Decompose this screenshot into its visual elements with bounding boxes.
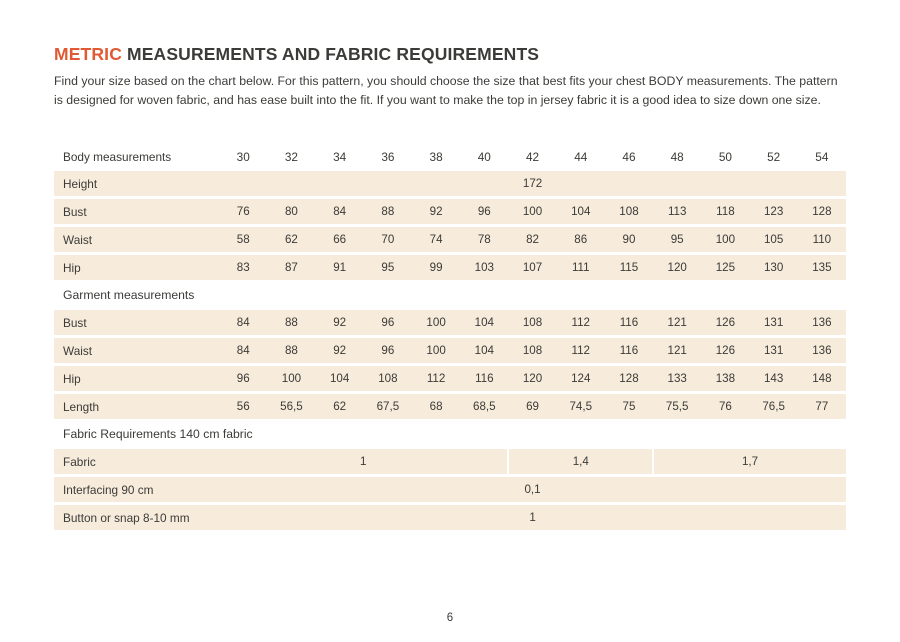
cell: 96 — [219, 366, 267, 391]
cell: 111 — [557, 255, 605, 280]
row-label: Button or snap 8-10 mm — [54, 505, 219, 530]
table-row — [54, 394, 846, 419]
row-label: Interfacing 90 cm — [54, 477, 219, 502]
cell: 88 — [267, 310, 315, 335]
cell: 148 — [798, 366, 846, 391]
cell: 84 — [219, 338, 267, 363]
size-header-cell: 50 — [701, 143, 749, 171]
page-title — [54, 44, 846, 66]
cell: 92 — [316, 338, 364, 363]
cell: 95 — [364, 255, 412, 280]
table-row — [54, 199, 846, 224]
table-row — [54, 505, 846, 530]
cell: 112 — [412, 366, 460, 391]
cell: 131 — [750, 310, 798, 335]
cell: 76,5 — [750, 394, 798, 419]
cell: 100 — [267, 366, 315, 391]
cell: 138 — [701, 366, 749, 391]
cell: 74,5 — [557, 394, 605, 419]
cell: 96 — [364, 338, 412, 363]
table-row — [54, 255, 846, 280]
cell: 82 — [508, 227, 556, 252]
table-row — [54, 449, 846, 474]
cell: 105 — [750, 227, 798, 252]
cell: 108 — [605, 199, 653, 224]
cell: 116 — [605, 338, 653, 363]
cell: 135 — [798, 255, 846, 280]
section-header-fabric — [54, 419, 846, 449]
cell: 56 — [219, 394, 267, 419]
row-label: Bust — [54, 199, 219, 224]
cell: 75,5 — [653, 394, 701, 419]
cell: 118 — [701, 199, 749, 224]
cell: 128 — [798, 199, 846, 224]
cell: 123 — [750, 199, 798, 224]
fabric-group-cell: 1,4 — [508, 449, 653, 474]
size-header-cell: 54 — [798, 143, 846, 171]
cell: 83 — [219, 255, 267, 280]
cell: 136 — [798, 310, 846, 335]
cell: 126 — [701, 338, 749, 363]
section-label: Fabric Requirements 140 cm fabric — [54, 419, 846, 449]
size-header-cell: 32 — [267, 143, 315, 171]
table-row — [54, 310, 846, 335]
cell: 100 — [508, 199, 556, 224]
size-header-cell: 44 — [557, 143, 605, 171]
cell: 69 — [508, 394, 556, 419]
row-merged-value: 172 — [219, 171, 846, 196]
cell: 131 — [750, 338, 798, 363]
cell: 66 — [316, 227, 364, 252]
cell: 100 — [412, 338, 460, 363]
row-merged-value: 0,1 — [219, 477, 846, 502]
row-label: Height — [54, 171, 219, 196]
cell: 58 — [219, 227, 267, 252]
cell: 92 — [412, 199, 460, 224]
fabric-group-cell: 1 — [219, 449, 508, 474]
row-label: Fabric — [54, 449, 219, 474]
cell: 115 — [605, 255, 653, 280]
cell: 120 — [508, 366, 556, 391]
fabric-group-cell: 1,7 — [653, 449, 846, 474]
cell: 107 — [508, 255, 556, 280]
cell: 125 — [701, 255, 749, 280]
measurements-table — [54, 143, 846, 530]
cell: 116 — [605, 310, 653, 335]
section-label: Garment measurements — [54, 280, 846, 310]
cell: 120 — [653, 255, 701, 280]
cell: 80 — [267, 199, 315, 224]
cell: 112 — [557, 310, 605, 335]
cell: 143 — [750, 366, 798, 391]
cell: 100 — [412, 310, 460, 335]
cell: 104 — [460, 310, 508, 335]
size-header-cell: 36 — [364, 143, 412, 171]
row-merged-value: 1 — [219, 505, 846, 530]
cell: 84 — [316, 199, 364, 224]
cell: 108 — [508, 310, 556, 335]
cell: 104 — [557, 199, 605, 224]
cell: 124 — [557, 366, 605, 391]
cell: 68,5 — [460, 394, 508, 419]
cell: 126 — [701, 310, 749, 335]
cell: 78 — [460, 227, 508, 252]
size-header-cell: 40 — [460, 143, 508, 171]
row-label: Waist — [54, 227, 219, 252]
cell: 99 — [412, 255, 460, 280]
cell: 62 — [316, 394, 364, 419]
row-label: Hip — [54, 366, 219, 391]
cell: 90 — [605, 227, 653, 252]
cell: 77 — [798, 394, 846, 419]
table-row — [54, 366, 846, 391]
header-label: Body measurements — [54, 143, 219, 171]
cell: 96 — [364, 310, 412, 335]
cell: 91 — [316, 255, 364, 280]
cell: 96 — [460, 199, 508, 224]
cell: 133 — [653, 366, 701, 391]
cell: 116 — [460, 366, 508, 391]
size-header-cell: 42 — [508, 143, 556, 171]
cell: 70 — [364, 227, 412, 252]
title-metric-word: METRIC — [54, 44, 122, 64]
size-header-cell: 34 — [316, 143, 364, 171]
table-row — [54, 171, 846, 196]
cell: 92 — [316, 310, 364, 335]
measurements-table-wrapper — [54, 143, 846, 530]
row-label: Bust — [54, 310, 219, 335]
cell: 88 — [364, 199, 412, 224]
cell: 68 — [412, 394, 460, 419]
cell: 56,5 — [267, 394, 315, 419]
cell: 75 — [605, 394, 653, 419]
cell: 130 — [750, 255, 798, 280]
cell: 86 — [557, 227, 605, 252]
cell: 108 — [508, 338, 556, 363]
size-header-cell: 46 — [605, 143, 653, 171]
table-header-row — [54, 143, 846, 171]
cell: 95 — [653, 227, 701, 252]
cell: 121 — [653, 310, 701, 335]
title-rest: MEASUREMENTS AND FABRIC REQUIREMENTS — [121, 44, 540, 64]
row-label: Length — [54, 394, 219, 419]
cell: 62 — [267, 227, 315, 252]
cell: 67,5 — [364, 394, 412, 419]
cell: 113 — [653, 199, 701, 224]
cell: 110 — [798, 227, 846, 252]
cell: 136 — [798, 338, 846, 363]
cell: 128 — [605, 366, 653, 391]
cell: 103 — [460, 255, 508, 280]
row-label: Waist — [54, 338, 219, 363]
size-header-cell: 38 — [412, 143, 460, 171]
cell: 84 — [219, 310, 267, 335]
size-header-cell: 52 — [750, 143, 798, 171]
size-header-cell: 48 — [653, 143, 701, 171]
table-row — [54, 338, 846, 363]
cell: 88 — [267, 338, 315, 363]
cell: 121 — [653, 338, 701, 363]
cell: 100 — [701, 227, 749, 252]
cell: 74 — [412, 227, 460, 252]
row-label: Hip — [54, 255, 219, 280]
cell: 104 — [460, 338, 508, 363]
table-row — [54, 477, 846, 502]
cell: 104 — [316, 366, 364, 391]
cell: 108 — [364, 366, 412, 391]
cell: 112 — [557, 338, 605, 363]
section-header-garment — [54, 280, 846, 310]
cell: 87 — [267, 255, 315, 280]
table-row — [54, 227, 846, 252]
cell: 76 — [219, 199, 267, 224]
page-number: 6 — [446, 612, 454, 624]
intro-paragraph: Find your size based on the chart below. For this pattern, you should choose the size that best fits your chest BODY measurements. The pattern is designed for woven fabric, and has ease built into the fit. If you want to make the top in jersey fabric it is a good idea to size down one size. — [54, 73, 838, 107]
cell: 76 — [701, 394, 749, 419]
size-header-cell: 30 — [219, 143, 267, 171]
